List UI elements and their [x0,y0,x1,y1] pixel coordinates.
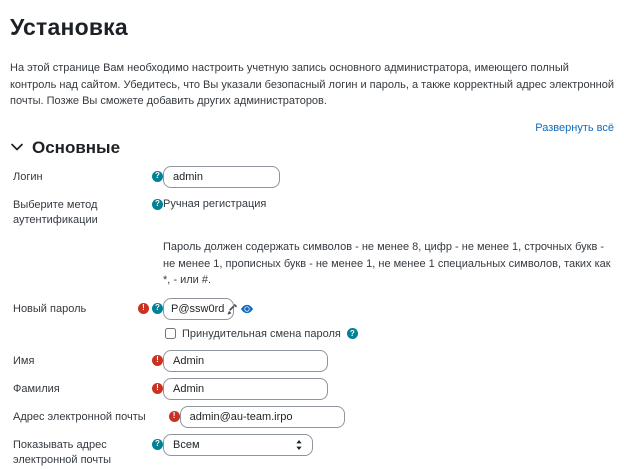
new-password-row [10,298,614,320]
email-input[interactable] [180,406,345,428]
email-visibility-label: Показывать адрес электронной почты [13,438,112,467]
admin-account-form [10,166,614,469]
eye-icon[interactable] [241,303,253,315]
expand-all-link[interactable]: Развернуть всё [535,121,614,134]
email-label: Адрес электронной почты [13,410,146,423]
lastname-row [10,378,614,400]
help-icon[interactable]: ? [152,171,163,182]
section-basic-header[interactable] [10,138,614,158]
pencil-icon [227,304,237,314]
username-input[interactable] [163,166,280,188]
new-password-label: Новый пароль [13,302,87,315]
help-icon[interactable]: ? [152,199,163,210]
new-password-input[interactable] [163,298,234,320]
lastname-label: Фамилия [13,382,60,395]
auth-method-row [10,194,614,229]
force-password-change-checkbox[interactable] [165,328,176,339]
select-arrows-icon [295,440,303,450]
required-icon: ! [138,303,149,314]
email-row [10,406,614,428]
email-visibility-select[interactable] [163,434,313,456]
help-icon[interactable]: ? [152,439,163,450]
email-visibility-row [10,434,614,469]
help-icon[interactable]: ? [152,303,163,314]
password-hint: Пароль должен содержать символов - не менее 8, цифр - не менее 1, строчных букв - не менее 1, прописных букв - не менее 1, не менее 1 специальных символов, таких как *, - или #. [163,241,611,287]
firstname-row [10,350,614,372]
force-password-change-label[interactable]: Принудительная смена пароля [182,327,341,340]
firstname-label: Имя [13,354,35,367]
help-icon[interactable]: ? [347,328,358,339]
page-description: На этой странице Вам необходимо настроить учетную запись основного администратора, имеющего полный контроль над сайтом. Убедитесь, что Вы указали безопасный логин и пароль, а также корректный адрес электронной почты. Позже Вы сможете добавить других администраторов. [10,62,614,107]
username-row [10,166,614,188]
new-password-value: P@ssw0rd [171,302,225,315]
expand-all-row [10,122,614,134]
required-icon: ! [169,411,180,422]
lastname-input[interactable] [163,378,328,400]
required-icon: ! [152,383,163,394]
username-label: Логин [13,170,43,183]
firstname-input[interactable] [163,350,328,372]
auth-method-value: Ручная регистрация [163,197,267,210]
force-password-change-row [165,328,614,340]
page-title: Установка [10,14,128,40]
email-visibility-selected-value: Всем [173,438,200,451]
chevron-down-icon [11,143,23,152]
section-basic-title: Основные [32,137,121,157]
required-icon: ! [152,355,163,366]
auth-method-label: Выберите метод аутентификации [13,198,98,226]
